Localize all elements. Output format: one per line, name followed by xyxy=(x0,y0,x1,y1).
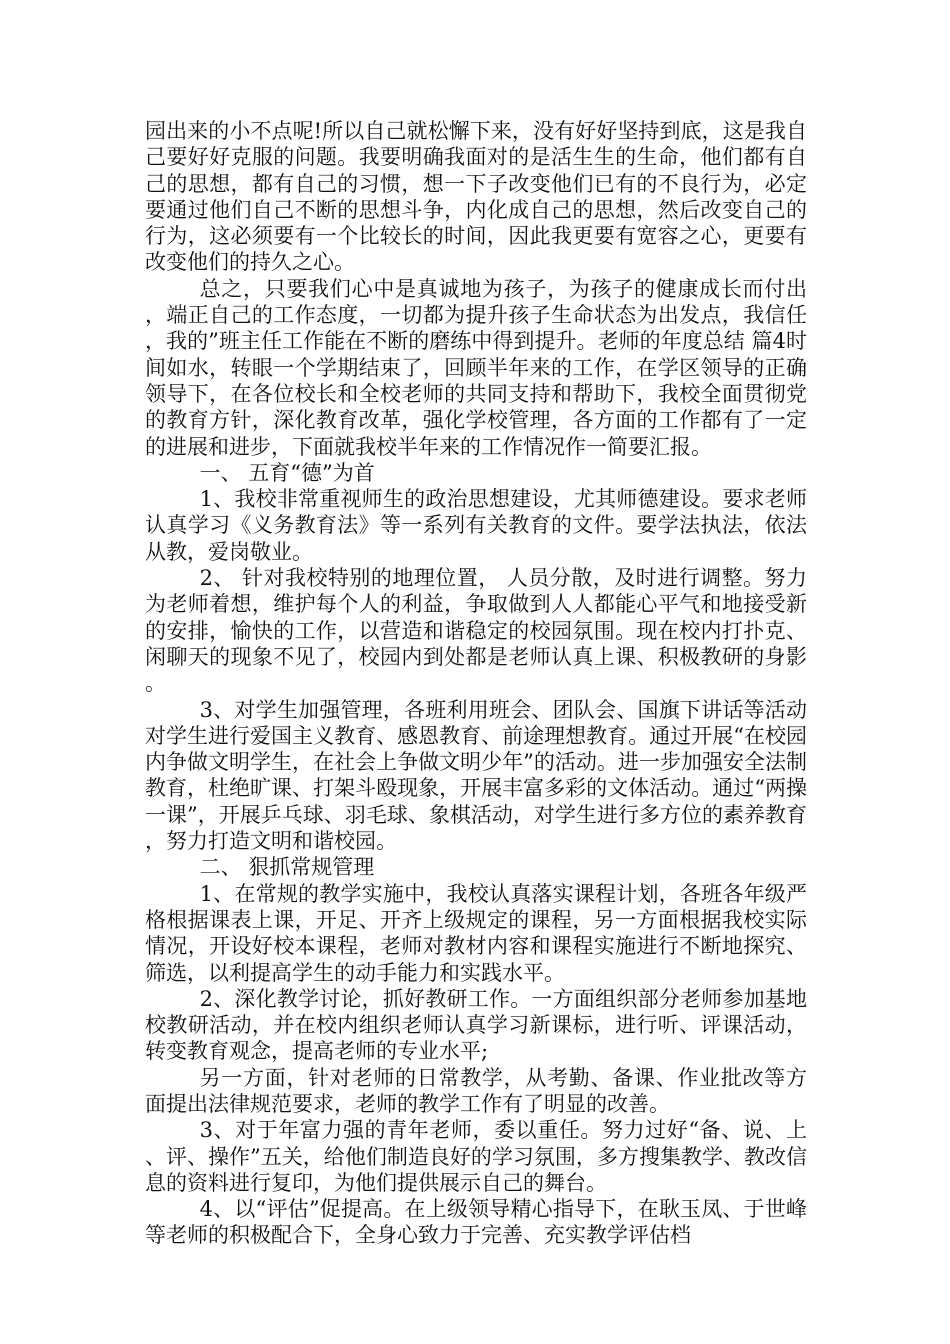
paragraph: 总之，只要我们心中是真诚地为孩子，为孩子的健康成长而付出，端正自己的工作态度，一切都为提升孩子生命状态为出发点，我信任，我的”班主任工作能在不断的磨练中得到提升。老师的年度总结 篇4时间如水，转眼一个学期结束了，回顾半年来的工作，在学区领导的正确领导下，在各位校长和全校老师的共同支持和帮助下，我校全面贯彻党的教育方针，深化教育改革，强化学校管理，各方面的工作都有了一定的进展和进步，下面就我校半年来的工作情况作一简要汇报。 xyxy=(145,276,807,459)
paragraph: 另一方面，针对老师的日常教学，从考勤、备课、作业批改等方面提出法律规范要求，老师的教学工作有了明显的改善。 xyxy=(145,1065,807,1116)
section-heading: 二、 狠抓常规管理 xyxy=(199,855,375,880)
document-body xyxy=(145,118,807,1249)
paragraph: 3、对于年富力强的青年老师，委以重任。努力过好“备、说、上、评、操作”五关，给他们制造良好的学习氛围，多方搜集教学、教改信息的资料进行复印，为他们提供展示自己的舞台。 xyxy=(145,1118,807,1195)
section-heading: 一、 五育“德”为首 xyxy=(199,460,375,485)
paragraph: 4、以“评估”促提高。在上级领导精心指导下，在耿玉凤、于世峰等老师的积极配合下，全身心致力于完善、充实教学评估档 xyxy=(145,1197,807,1248)
paragraph: 2、深化教学讨论，抓好教研工作。一方面组织部分老师参加基地校教研活动，并在校内组织老师认真学习新课标，进行听、评课活动，转变教育观念，提高老师的专业水平; xyxy=(145,986,807,1064)
paragraph: 1、我校非常重视师生的政治思想建设，尤其师德建设。要求老师认真学习《义务教育法》等一系列有关教育的文件。要学法执法，依法从教，爱岗敬业。 xyxy=(145,487,807,564)
paragraph: 3、对学生加强管理，各班利用班会、团队会、国旗下讲话等活动对学生进行爱国主义教育、感恩教育、前途理想教育。通过开展“在校园内争做文明学生，在社会上争做文明少年”的活动。进一步加强安全法制教育，杜绝旷课、打架斗殴现象，开展丰富多彩的文体活动。通过“两操一课”，开展乒乓球、羽毛球、象棋活动，对学生进行多方位的素养教育，努力打造文明和谐校园。 xyxy=(145,697,807,854)
paragraph: 2、 针对我校特别的地理位置， 人员分散，及时进行调整。努力为老师着想，维护每个人的利益，争取做到人人都能心平气和地接受新的安排，愉快的工作，以营造和谐稳定的校园氛围。现在校内打扑克、闲聊天的现象不见了，校园内到处都是老师认真上课、积极教研的身影。 xyxy=(145,566,807,696)
paragraph: 园出来的小不点呢!所以自己就松懈下来，没有好好坚持到底，这是我自己要好好克服的问题。我要明确我面对的是活生生的生命，他们都有自己的思想，都有自己的习惯，想一下子改变他们已有的不良行为，必定要通过他们自己不断的思想斗争，内化成自己的思想，然后改变自己的行为，这必须要有一个比较长的时间，因此我更要有宽容之心，更要有改变他们的持久之心。 xyxy=(145,119,807,275)
paragraph: 1、在常规的教学实施中，我校认真落实课程计划，各班各年级严格根据课表上课，开足、开齐上级规定的课程，另一方面根据我校实际情况，开设好校本课程，老师对教材内容和课程实施进行不断地探究、筛选，以利提高学生的动手能力和实践水平。 xyxy=(145,881,807,985)
